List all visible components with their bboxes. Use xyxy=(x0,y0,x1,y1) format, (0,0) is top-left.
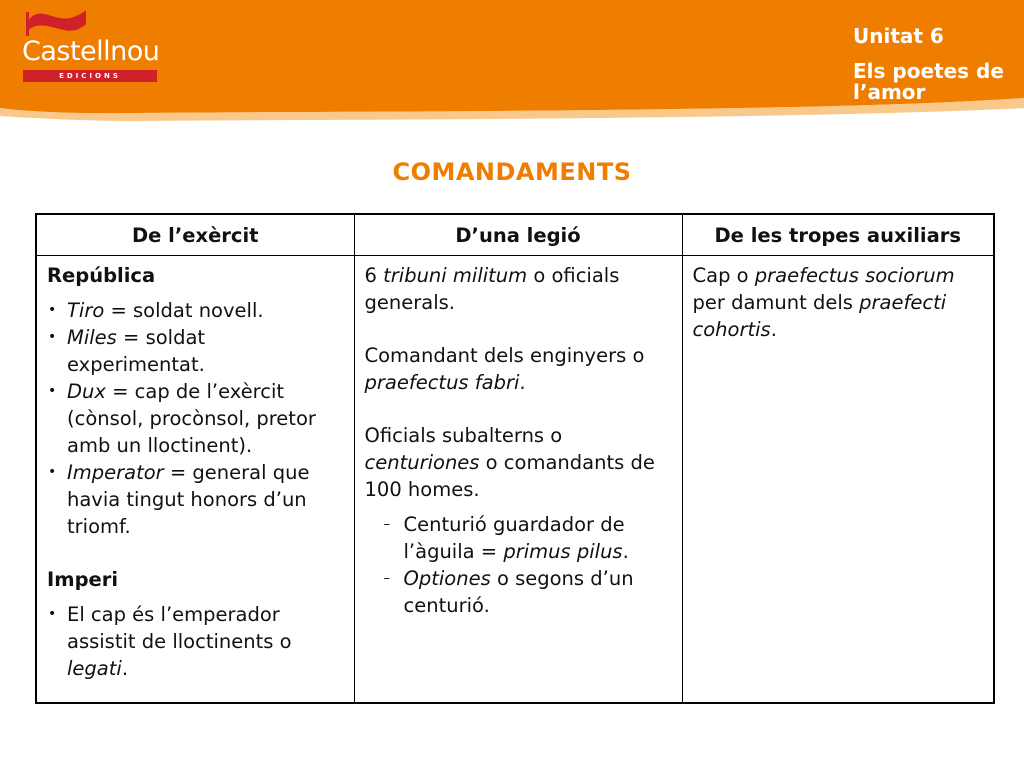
paragraph: Comandant dels enginyers o praefectus fabri. xyxy=(364,344,645,394)
brand-subtitle: EDICIONS xyxy=(23,70,157,82)
list-item: • Imperator = general que havia tingut honors d’un triomf. xyxy=(67,459,344,540)
column-header: De les tropes auxiliars xyxy=(682,214,994,256)
castellnou-logo xyxy=(22,8,162,80)
commands-table xyxy=(35,213,995,704)
flag-icon xyxy=(22,8,88,38)
auxiliary-cell xyxy=(682,256,994,704)
paragraph: Cap o praefectus sociorum per damunt dels praefecti cohortis. xyxy=(692,264,955,341)
section-heading: República xyxy=(47,264,156,287)
republica-list xyxy=(47,297,344,540)
header-banner xyxy=(0,0,1024,150)
imperi-list xyxy=(47,601,344,682)
unit-label: Unitat 6 xyxy=(853,24,944,48)
centurion-list xyxy=(365,511,672,619)
column-header: D’una legió xyxy=(354,214,682,256)
table-header-row xyxy=(36,214,994,256)
list-item: • Dux = cap de l’exèrcit (cònsol, procònsol, pretor amb un lloctinent). xyxy=(67,378,344,459)
list-item: • Tiro = soldat novell. xyxy=(67,297,344,324)
list-item: – Centurió guardador de l’àguila = primus pilus. xyxy=(404,511,672,565)
unit-title: Els poetes de l’amor xyxy=(853,59,1004,104)
brand-name: Castellnou xyxy=(22,36,160,67)
list-item: • Miles = soldat experimentat. xyxy=(67,324,344,378)
list-item: • El cap és l’emperador assistit de lloctinents o legati. xyxy=(67,601,344,682)
list-item: – Optiones o segons d’un centurió. xyxy=(404,565,672,619)
paragraph: Oficials subalterns o centuriones o comandants de 100 homes. xyxy=(364,424,655,501)
column-header: De l’exèrcit xyxy=(36,214,354,256)
section-heading: Imperi xyxy=(47,568,119,591)
table-row xyxy=(36,256,994,704)
paragraph: 6 tribuni militum o oficials generals. xyxy=(364,264,620,314)
page-title: COMANDAMENTS xyxy=(392,158,632,186)
army-cell xyxy=(36,256,354,704)
legion-cell xyxy=(354,256,682,704)
